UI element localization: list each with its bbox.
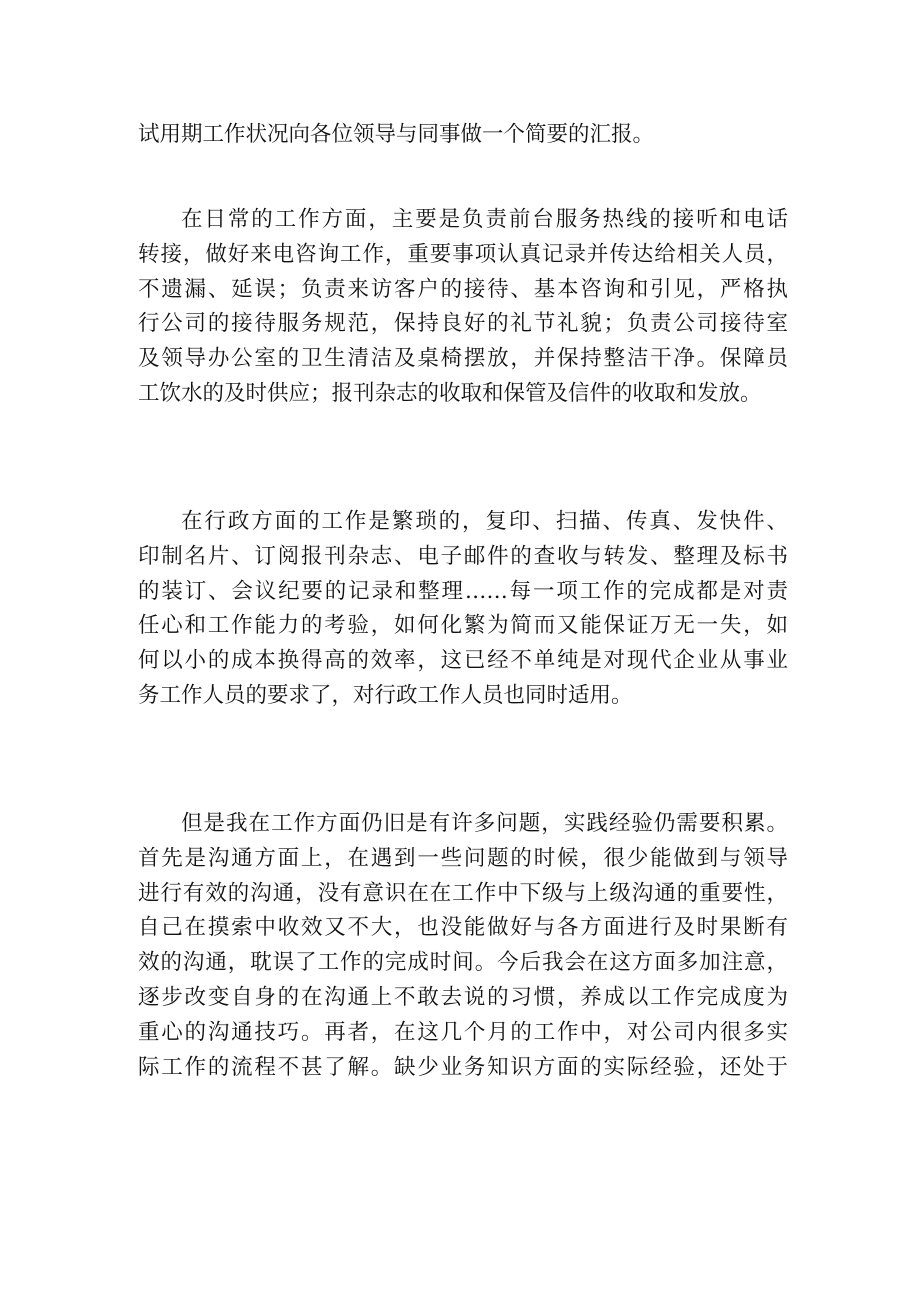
text-line: 在日常的工作方面，主要是负责前台服务热线的接听和电话 bbox=[181, 207, 788, 232]
text-line: 逐步改变自身的在沟通上不敢去说的习惯，养成以工作完成度为 bbox=[138, 984, 788, 1010]
text-line: 试用期工作状况向各位领导与同事做一个简要的汇报。 bbox=[138, 122, 655, 147]
text-line: 在行政方面的工作是繁琐的，复印、扫描、传真、发快件、 bbox=[181, 509, 788, 534]
paragraph-2 bbox=[138, 203, 788, 412]
text-line: 转接，做好来电咨询工作，重要事项认真记录并传达给相关人员， bbox=[138, 241, 788, 267]
text-line: 但是我在工作方面仍旧是有许多问题，实践经验仍需要积累。 bbox=[181, 811, 788, 836]
text-line: 进行有效的沟通，没有意识在在工作中下级与上级沟通的重要性， bbox=[138, 880, 788, 906]
text-line: 印制名片、订阅报刊杂志、电子邮件的查收与转发、整理及标书 bbox=[138, 543, 788, 569]
text-line: 自己在摸索中收效又不大，也没能做好与各方面进行及时果断有 bbox=[138, 915, 788, 941]
paragraph-1 bbox=[138, 118, 788, 153]
text-line: 际工作的流程不甚了解。缺少业务知识方面的实际经验，还处于 bbox=[138, 1054, 788, 1080]
text-line: 不遗漏、延误；负责来访客户的接待、基本咨询和引见，严格执 bbox=[138, 276, 788, 302]
text-line: 工饮水的及时供应；报刊杂志的收取和保管及信件的收取和发放。 bbox=[138, 380, 762, 406]
text-line: 行公司的接待服务规范，保持良好的礼节礼貌；负责公司接待室 bbox=[138, 311, 788, 337]
text-line: 首先是沟通方面上，在遇到一些问题的时候，很少能做到与领导 bbox=[138, 845, 788, 871]
text-line: 重心的沟通技巧。再者，在这几个月的工作中，对公司内很多实 bbox=[138, 1019, 788, 1045]
paragraph-3 bbox=[138, 505, 788, 714]
text-line: 何以小的成本换得高的效率，这已经不单纯是对现代企业从事业 bbox=[138, 648, 788, 674]
paragraph-4 bbox=[138, 807, 788, 1085]
text-line: 及领导办公室的卫生清洁及桌椅摆放，并保持整洁干净。保障员 bbox=[138, 346, 788, 372]
text-line: 效的沟通，耽误了工作的完成时间。今后我会在这方面多加注意， bbox=[138, 950, 788, 976]
text-line: 务工作人员的要求了，对行政工作人员也同时适用。 bbox=[138, 682, 633, 708]
text-line: 的装订、会议纪要的记录和整理……每一项工作的完成都是对责 bbox=[138, 578, 788, 604]
text-line: 任心和工作能力的考验，如何化繁为简而又能保证万无一失，如 bbox=[138, 613, 788, 639]
